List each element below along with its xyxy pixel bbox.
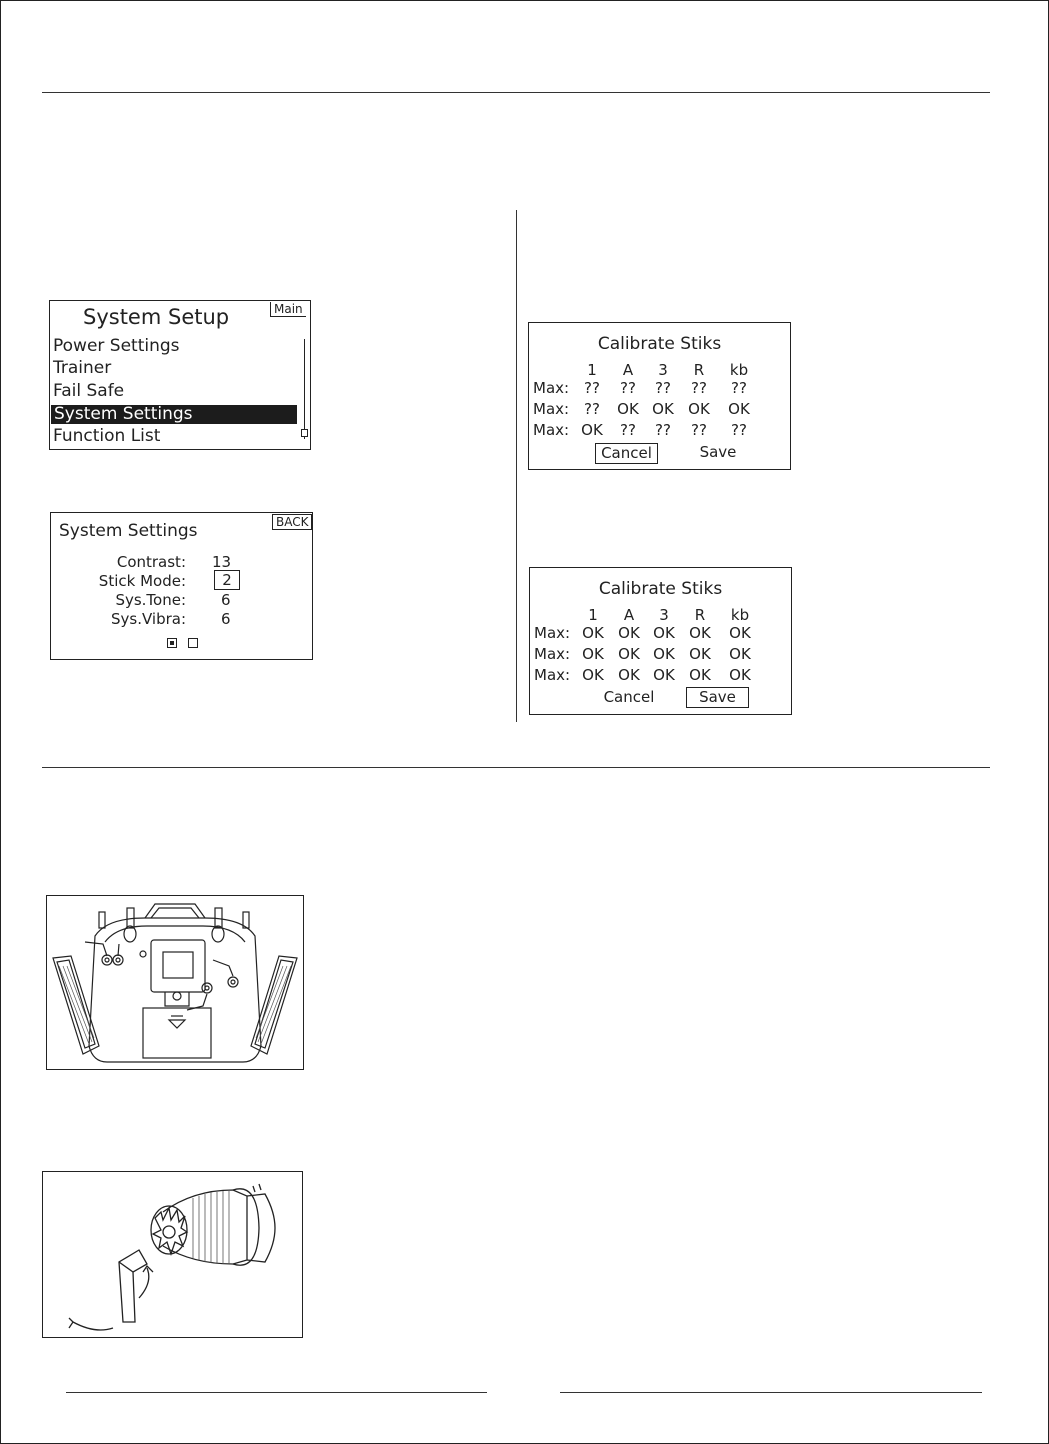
setting-value-contrast[interactable]: 13 <box>212 553 232 571</box>
scrollbar-track[interactable] <box>304 339 305 439</box>
setting-label-contrast: Contrast: <box>116 553 186 571</box>
section-rule <box>42 767 990 768</box>
top-rule <box>42 92 990 93</box>
cell: OK <box>617 400 639 418</box>
column-header: R <box>693 361 705 379</box>
column-header: 1 <box>587 361 597 379</box>
cell: OK <box>728 400 750 418</box>
cell: OK <box>581 421 603 439</box>
cancel-button[interactable]: Cancel <box>603 688 655 706</box>
cell: ?? <box>731 421 747 439</box>
footer-rule-left <box>66 1392 487 1393</box>
setting-value-sys-vibra[interactable]: 6 <box>221 610 231 628</box>
cell: ?? <box>620 379 636 397</box>
cell: ?? <box>620 421 636 439</box>
menu-item-fail-safe[interactable]: Fail Safe <box>53 381 125 401</box>
save-button[interactable]: Save <box>699 443 737 461</box>
cell: OK <box>652 400 674 418</box>
column-header: 3 <box>659 606 669 624</box>
cell: OK <box>689 666 711 684</box>
menu-item-function-list[interactable]: Function List <box>53 426 161 446</box>
calibrate-sticks-screen-2 <box>529 567 792 715</box>
cell: ?? <box>584 379 600 397</box>
cell: OK <box>582 645 604 663</box>
cell: OK <box>729 666 751 684</box>
cell: ?? <box>731 379 747 397</box>
page-indicator-active[interactable] <box>167 638 177 648</box>
scrollbar-thumb[interactable] <box>301 429 308 437</box>
setting-value-sys-tone[interactable]: 6 <box>221 591 231 609</box>
menu-item-trainer[interactable]: Trainer <box>53 358 112 378</box>
screen-title: Calibrate Stiks <box>598 579 723 599</box>
setting-label-stick-mode: Stick Mode: <box>98 572 186 590</box>
row-label: Max: <box>533 421 570 439</box>
row-label: Max: <box>534 645 571 663</box>
system-setup-screen <box>49 300 311 450</box>
cell: OK <box>618 645 640 663</box>
page-indicator[interactable] <box>188 638 198 648</box>
calibration-grid <box>533 361 788 441</box>
cell: OK <box>653 645 675 663</box>
menu-item-power-settings[interactable]: Power Settings <box>53 336 180 356</box>
cell: OK <box>653 624 675 642</box>
cell: OK <box>689 624 711 642</box>
cell: OK <box>653 666 675 684</box>
menu-item-system-settings[interactable]: System Settings <box>51 405 297 424</box>
cell: OK <box>688 400 710 418</box>
column-header: 1 <box>588 606 598 624</box>
screen-title: System Setup <box>83 305 230 329</box>
setting-label-sys-vibra: Sys.Vibra: <box>110 610 186 628</box>
cell: OK <box>582 666 604 684</box>
cell: ?? <box>655 421 671 439</box>
system-settings-screen <box>50 512 313 660</box>
calibration-grid <box>534 606 789 686</box>
row-label: Max: <box>534 666 571 684</box>
main-tag[interactable]: Main <box>270 302 306 317</box>
row-label: Max: <box>533 400 570 418</box>
cell: ?? <box>584 400 600 418</box>
column-header: A <box>623 606 635 624</box>
stick-adjust-illustration <box>42 1171 303 1338</box>
column-header: A <box>622 361 634 379</box>
transmitter-back-illustration <box>46 895 304 1070</box>
screen-title: Calibrate Stiks <box>597 334 722 354</box>
cell: OK <box>729 645 751 663</box>
column-header: kb <box>730 606 750 624</box>
screen-title: System Settings <box>59 521 198 541</box>
calibrate-sticks-screen-1 <box>528 322 791 470</box>
back-button[interactable]: BACK <box>272 514 312 530</box>
cell: OK <box>582 624 604 642</box>
save-button[interactable]: Save <box>686 687 749 708</box>
column-header: 3 <box>658 361 668 379</box>
column-header: R <box>694 606 706 624</box>
column-header: kb <box>729 361 749 379</box>
setting-value-stick-mode[interactable]: 2 <box>214 570 240 590</box>
transmitter-drawing <box>47 896 303 1069</box>
cell: ?? <box>691 421 707 439</box>
cell: OK <box>729 624 751 642</box>
hex-key-drawing <box>43 1172 302 1337</box>
footer-rule-right <box>560 1392 982 1393</box>
cell: ?? <box>655 379 671 397</box>
column-divider <box>516 210 517 722</box>
row-label: Max: <box>533 379 570 397</box>
setting-label-sys-tone: Sys.Tone: <box>115 591 186 609</box>
cell: OK <box>618 624 640 642</box>
cell: OK <box>618 666 640 684</box>
cell: ?? <box>691 379 707 397</box>
row-label: Max: <box>534 624 571 642</box>
cell: OK <box>689 645 711 663</box>
cancel-button[interactable]: Cancel <box>595 443 658 464</box>
